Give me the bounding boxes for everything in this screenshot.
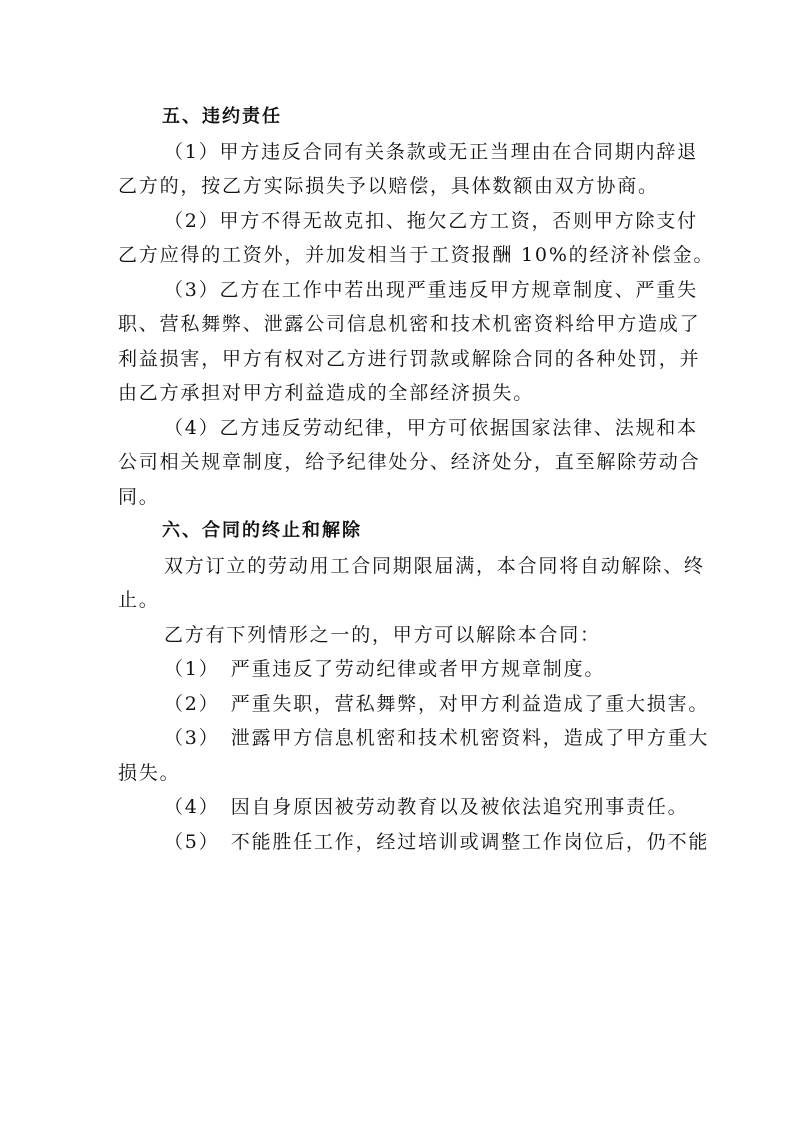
paragraph-line: （4）乙方违反劳动纪律，甲方可依据国家法律、法规和本	[164, 416, 698, 439]
paragraph-line: （1）甲方违反合同有关条款或无正当理由在合同期内辞退	[164, 140, 698, 163]
list-item-line: （2） 严重失职，营私舞弊，对甲方利益造成了重大损害。	[164, 692, 710, 715]
section-heading-breach-liability: 五、违约责任	[162, 106, 282, 127]
list-item-line: （1） 严重违反了劳动纪律或者甲方规章制度。	[164, 658, 606, 680]
paragraph-line: 利益损害，甲方有权对乙方进行罚款或解除合同的各种处罚，并	[118, 347, 701, 370]
paragraph-line: 公司相关规章制度，给予纪律处分、经济处分，直至解除劳动合	[118, 451, 701, 473]
section-heading-termination: 六、合同的终止和解除	[162, 520, 362, 541]
paragraph-line: 乙方应得的工资外，并加发相当于工资报酬 10%的经济补偿金。	[118, 244, 715, 266]
list-item-line: 损失。	[118, 761, 181, 784]
document-body	[118, 100, 715, 859]
list-item-line: （4） 因自身原因被劳动教育以及被依法追究刑事责任。	[164, 796, 689, 818]
paragraph-line: 乙方的，按乙方实际损失予以赔偿，具体数额由双方协商。	[118, 175, 659, 197]
paragraph-line: 双方订立的劳动用工合同期限届满，本合同将自动解除、终	[164, 554, 705, 577]
paragraph-line: 由乙方承担对甲方利益造成的全部经济损失。	[118, 382, 535, 404]
list-item-line: （3） 泄露甲方信息机密和技术机密资料，造成了甲方重大	[164, 727, 710, 749]
paragraph-line: 职、营私舞弊、泄露公司信息机密和技术机密资料给甲方造成了	[118, 313, 701, 335]
paragraph-line: （2）甲方不得无故克扣、拖欠乙方工资，否则甲方除支付	[164, 209, 698, 232]
paragraph-line: 乙方有下列情形之一的，甲方可以解除本合同：	[164, 623, 601, 646]
paragraph-line: （3）乙方在工作中若出现严重违反甲方规章制度、严重失	[164, 278, 698, 301]
list-item-line: （5） 不能胜任工作，经过培训或调整工作岗位后，仍不能	[164, 830, 710, 853]
paragraph-line: 同。	[118, 485, 160, 508]
paragraph-line: 止。	[118, 589, 160, 611]
